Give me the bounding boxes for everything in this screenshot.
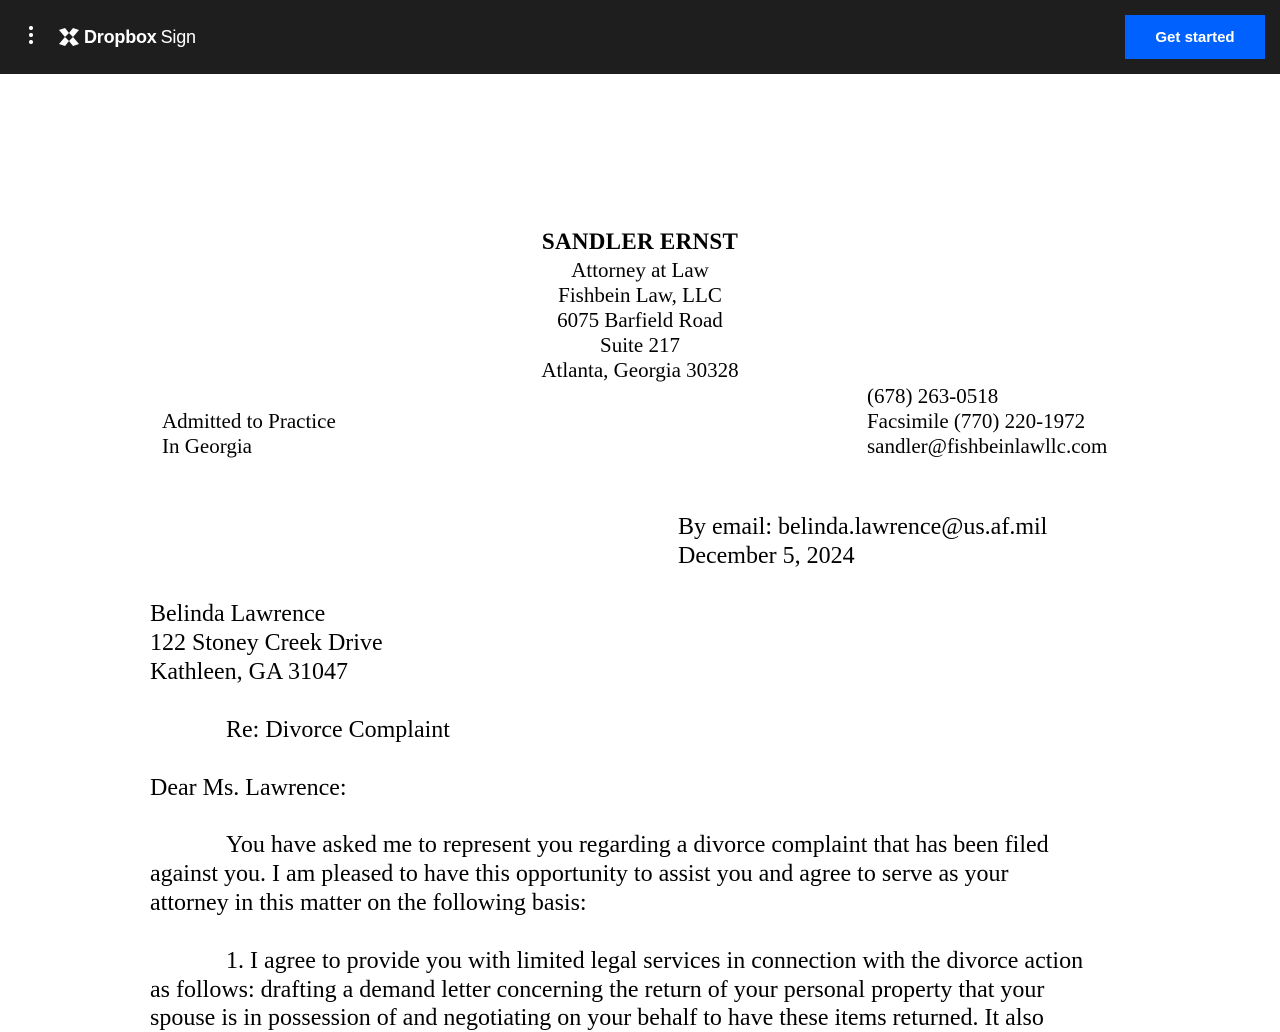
letter-date: December 5, 2024: [678, 543, 855, 569]
letterhead-line: 6075 Barfield Road: [557, 308, 723, 332]
dropbox-sign-logo[interactable]: [59, 24, 196, 50]
logo-suffix: Sign: [160, 26, 196, 47]
letterhead-line: Fishbein Law, LLC: [558, 283, 722, 307]
contact-phone: (678) 263-0518: [867, 384, 999, 408]
more-options-icon[interactable]: [20, 22, 42, 48]
top-bar: [0, 0, 1280, 74]
letterhead-line: Atlanta, Georgia 30328: [541, 358, 739, 382]
paragraph-line: You have asked me to represent you regarding a divorce complaint that has been filed: [226, 832, 1049, 858]
contact-fax: Facsimile (770) 220-1972: [867, 409, 1086, 433]
admission-line: In Georgia: [162, 434, 252, 458]
letterhead-line: Suite 217: [600, 333, 680, 357]
subject-line: Re: Divorce Complaint: [226, 717, 450, 743]
paragraph-line: spouse is in possession of and negotiating on your behalf to have these items returned. It also: [150, 1005, 1044, 1031]
document-page: [0, 74, 1280, 1031]
attorney-name: SANDLER ERNST: [541, 229, 739, 254]
paragraph-line: attorney in this matter on the following basis:: [150, 890, 587, 916]
paragraph-line: 1. I agree to provide you with limited legal services in connection with the divorce action: [226, 948, 1084, 974]
admission-line: Admitted to Practice: [162, 409, 336, 433]
paragraph-line: against you. I am pleased to have this opportunity to assist you and agree to serve as your: [150, 861, 1009, 887]
recipient-line: Belinda Lawrence: [150, 601, 326, 627]
paragraph-line: as follows: drafting a demand letter concerning the return of your personal property that your: [150, 977, 1045, 1003]
recipient-line: Kathleen, GA 31047: [150, 659, 348, 685]
letterhead-line: Attorney at Law: [571, 258, 709, 282]
logo-brand: Dropbox: [84, 26, 157, 47]
delivery-method: By email: belinda.lawrence@us.af.mil: [678, 514, 1048, 540]
get-started-button[interactable]: Get started: [1125, 15, 1265, 59]
recipient-line: 122 Stoney Creek Drive: [150, 630, 383, 656]
contact-email: sandler@fishbeinlawllc.com: [867, 434, 1108, 458]
dropbox-logo-icon: [59, 28, 79, 46]
salutation: Dear Ms. Lawrence:: [150, 775, 347, 801]
